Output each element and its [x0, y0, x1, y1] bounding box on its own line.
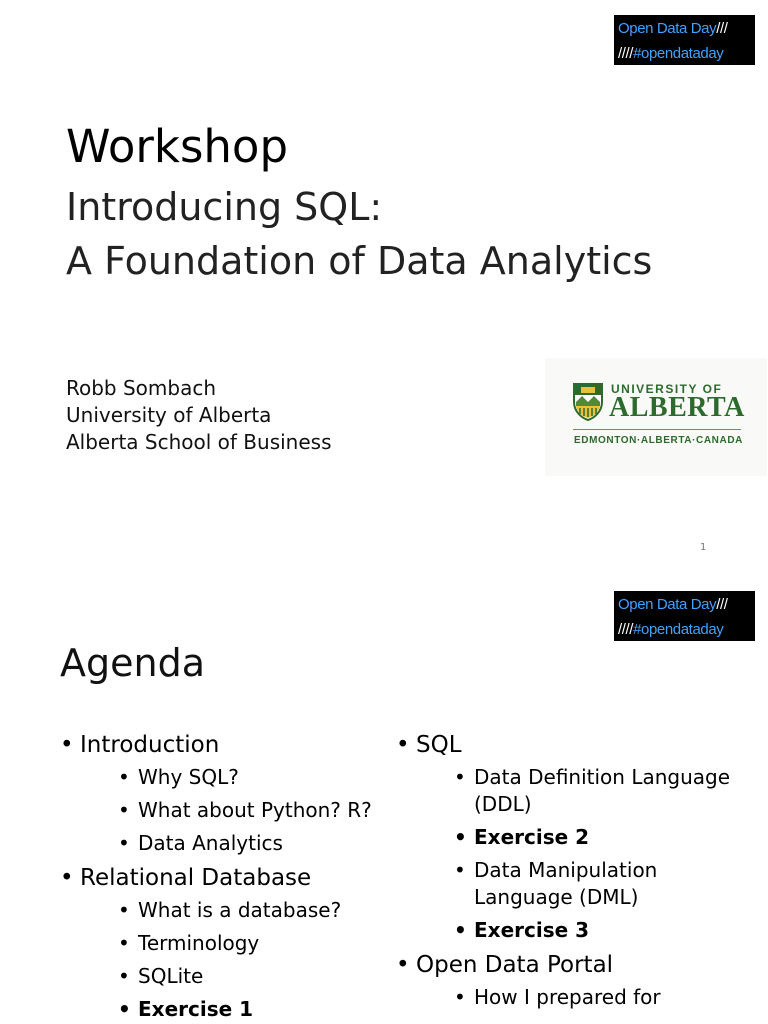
bullet-icon: • [454, 825, 467, 849]
agenda-item-label: SQL [416, 732, 462, 758]
badge-slashes-line2: //// [618, 45, 634, 62]
agenda-subitem-exercise [80, 996, 390, 1023]
agenda-subitem-label: Exercise 2 [474, 825, 590, 849]
page-number: 1 [700, 542, 707, 553]
agenda-subitem-exercise [416, 824, 756, 851]
badge-text-line2: #opendataday [633, 621, 724, 638]
bullet-icon: • [118, 964, 130, 988]
author-organization: University of Alberta [66, 403, 272, 427]
agenda-subitem-label: Data Manipulation Language (DML) [474, 858, 658, 909]
university-of-alberta-logo [545, 358, 767, 476]
agenda-subitem-label: What about Python? R? [138, 798, 372, 822]
bullet-icon: • [118, 997, 131, 1021]
agenda-item-label: Relational Database [80, 865, 312, 891]
agenda-left-column [60, 730, 390, 1024]
agenda-slide [0, 578, 768, 1024]
bullet-icon: • [118, 798, 130, 822]
logo-tagline: EDMONTON·ALBERTA·CANADA [574, 435, 743, 446]
subtitle-line-1: Introducing SQL: [66, 185, 383, 229]
logo-top-text: UNIVERSITY OF [611, 382, 723, 396]
open-data-day-badge [614, 15, 755, 65]
bullet-icon: • [118, 831, 130, 855]
bullet-icon: • [454, 858, 466, 882]
logo-divider [573, 429, 741, 430]
bullet-icon: • [396, 952, 410, 978]
bullet-icon: • [396, 732, 410, 758]
agenda-subitem [416, 984, 756, 1011]
agenda-subitem [416, 764, 756, 818]
subtitle-line-2: A Foundation of Data Analytics [66, 239, 653, 283]
slide-title: Workshop [66, 120, 289, 173]
agenda-subitem [80, 897, 390, 924]
bullet-icon: • [454, 985, 466, 1009]
author-block [66, 375, 332, 456]
agenda-subitem [416, 857, 756, 911]
agenda-item-open-data-portal [396, 950, 756, 1011]
agenda-subitem [80, 930, 390, 957]
agenda-subitem-label: Data Definition Language (DDL) [474, 765, 731, 816]
bullet-icon: • [118, 931, 130, 955]
bullet-icon: • [454, 918, 467, 942]
agenda-subitem [80, 764, 390, 791]
agenda-item-label: Open Data Portal [416, 952, 614, 978]
agenda-subitem [80, 830, 390, 857]
agenda-subitem-label: Data Analytics [138, 831, 283, 855]
agenda-item-relational-database [60, 863, 390, 1023]
agenda-subitem-label: Terminology [138, 931, 260, 955]
bullet-icon: • [60, 732, 74, 758]
bullet-icon: • [118, 765, 130, 789]
author-department: Alberta School of Business [66, 430, 332, 454]
logo-main-text: ALBERTA [609, 392, 745, 423]
agenda-subitem-label: Why SQL? [138, 765, 239, 789]
agenda-subitem-label: Exercise 3 [474, 918, 590, 942]
agenda-title: Agenda [60, 641, 205, 685]
agenda-subitem-label: Exercise 1 [138, 997, 254, 1021]
agenda-item-label: Introduction [80, 732, 220, 758]
agenda-subitem-label: SQLite [138, 964, 204, 988]
agenda-subitem-label: What is a database? [138, 898, 342, 922]
badge-slashes-line2: //// [618, 621, 634, 638]
agenda-right-column [396, 730, 756, 1017]
badge-text-line1: Open Data Day [618, 20, 717, 37]
agenda-item-introduction [60, 730, 390, 857]
badge-text-line1: Open Data Day [618, 596, 717, 613]
badge-slashes-line1: /// [716, 596, 728, 613]
badge-slashes-line1: /// [716, 20, 728, 37]
agenda-subitem [80, 963, 390, 990]
bullet-icon: • [118, 898, 130, 922]
author-name: Robb Sombach [66, 376, 217, 400]
agenda-subitem-exercise [416, 917, 756, 944]
badge-text-line2: #opendataday [633, 45, 724, 62]
bullet-icon: • [60, 865, 74, 891]
bullet-icon: • [454, 765, 466, 789]
agenda-subitem-label: How I prepared for [474, 985, 661, 1009]
agenda-subitem [80, 797, 390, 824]
open-data-day-badge [614, 591, 755, 641]
shield-icon [572, 382, 604, 422]
slide-subtitle [66, 180, 652, 288]
agenda-item-sql [396, 730, 756, 944]
